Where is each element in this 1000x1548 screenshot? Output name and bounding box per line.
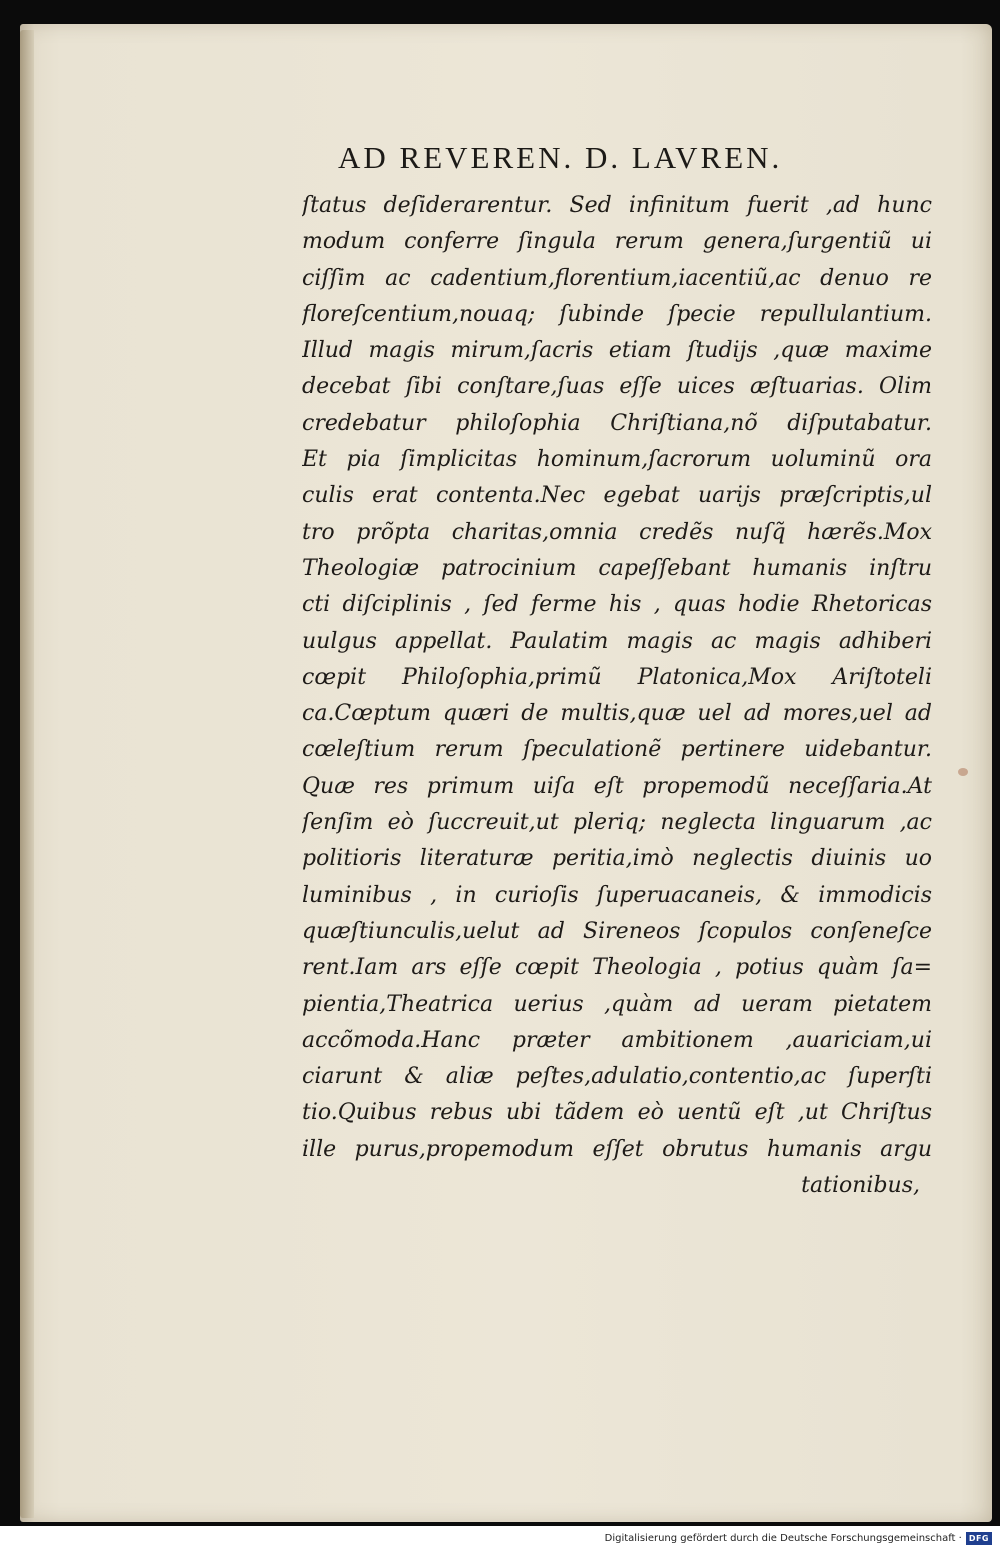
running-head: AD REVEREN. D. LAVREN. <box>338 140 783 175</box>
text-line: politioris literaturæ peritia,imò neglectis diuinis uo <box>302 846 932 872</box>
text-line: culis erat contenta.Nec egebat uarijs præſcriptis,ul <box>302 483 932 509</box>
text-line: Theologiæ patrocinium capeſſebant humanis inſtru <box>302 555 932 581</box>
text-line: cœleſtium rerum ſpeculationẽ pertinere uidebantur. <box>302 737 932 763</box>
page-binding-edge <box>20 30 34 1518</box>
body-text <box>302 188 932 1204</box>
text-line: credebatur philoſophia Chriſtiana,nõ diſputabatur. <box>302 410 932 436</box>
text-line: Illud magis mirum,ſacris etiam ſtudijs ,quæ maxime <box>302 338 932 364</box>
text-line: cœpit Philoſophia,primũ Platonica,Mox Ariſtoteli <box>302 664 932 690</box>
footer-credit: Digitalisierung gefördert durch die Deutsche Forschungsgemeinschaft · <box>604 1532 962 1544</box>
text-line: tio.Quibus rebus ubi tãdem eò uentũ eſt ,ut Chriſtus <box>302 1100 932 1126</box>
digitization-footer <box>605 1531 992 1545</box>
text-line: tro prõpta charitas,omnia credẽs nuſq̃ hærẽs.Mox <box>302 519 932 545</box>
paper-stain <box>958 768 968 776</box>
text-line: modum conferre ſingula rerum genera,ſurgentiũ ui <box>302 229 932 255</box>
text-line: ciſſim ac cadentium,florentium,iacentiũ,ac denuo re <box>302 265 932 291</box>
text-line: ille purus,propemodum eſſet obrutus humanis argu <box>302 1136 932 1162</box>
text-line: ca.Cœptum quæri de multis,quæ uel ad mores,uel ad <box>302 701 932 727</box>
text-line: ſtatus deſiderarentur. Sed infinitum fuerit ,ad hunc <box>302 193 932 218</box>
text-line: ſenſim eò ſuccreuit,ut pleriq; neglecta linguarum ,ac <box>302 810 932 836</box>
text-line: luminibus , in curioſis ſuperuacaneis, & immodicis <box>302 882 932 908</box>
text-line: rent.Iam ars eſſe cœpit Theologia , potius quàm ſa= <box>302 955 932 981</box>
dfg-logo-icon: DFG <box>966 1532 992 1545</box>
text-line: Et pia ſimplicitas hominum,ſacrorum uoluminũ ora <box>302 447 932 473</box>
text-line: decebat ſibi conſtare,ſuas eſſe uices æſtuarias. Olim <box>302 374 932 400</box>
text-line: accõmoda.Hanc præter ambitionem ,auariciam,ui <box>302 1027 932 1053</box>
text-line: pientia,Theatrica uerius ,quàm ad ueram pietatem <box>302 991 932 1017</box>
text-line: Quæ res primum uiſa eſt propemodũ neceſſaria.At <box>302 773 932 799</box>
text-line: quæſtiunculis,uelut ad Sireneos ſcopulos conſeneſce <box>302 918 932 944</box>
catchword: tationibus, <box>801 1173 920 1199</box>
text-line: uulgus appellat. Paulatim magis ac magis adhiberi <box>302 628 932 654</box>
text-line: floreſcentium,nouaq; ſubinde ſpecie repullulantium. <box>302 301 932 327</box>
text-line: ciarunt & aliæ peſtes,adulatio,contentio,ac ſuperſti <box>302 1064 932 1090</box>
text-line: cti diſciplinis , ſed ferme his , quas hodie Rhetoricas <box>302 592 932 618</box>
